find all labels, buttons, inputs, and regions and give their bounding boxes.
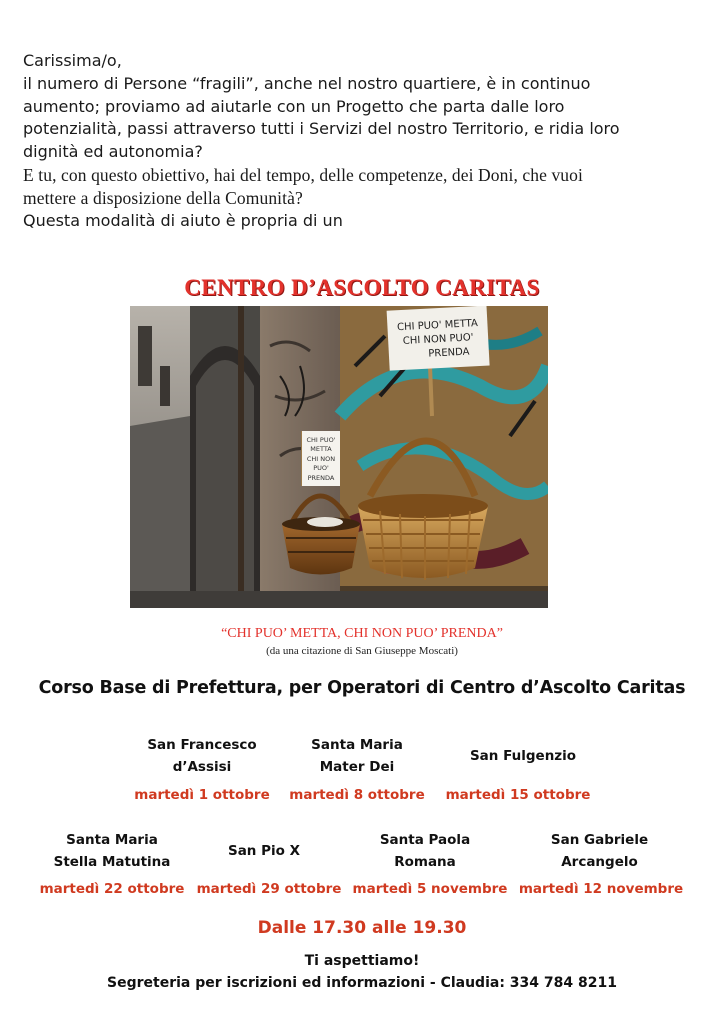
baskets-photo — [130, 306, 548, 608]
center-title: CENTRO D’ASCOLTO CARITAS — [184, 275, 540, 300]
session-date: martedì 5 novembre — [352, 881, 508, 897]
intro-line: dignità ed autonomia? — [23, 142, 203, 162]
sign-text: CHI NON PUO' — [402, 332, 474, 347]
intro-line: Questa modalità di aiuto è propria di un — [23, 210, 343, 230]
sign-text: PUO' — [313, 464, 329, 472]
intro-line: aumento; proviamo ad aiutarle con un Progetto che parta dalle loro — [23, 96, 565, 116]
quote-source: (da una citazione di San Giuseppe Moscati) — [266, 645, 458, 657]
session-date: martedì 1 ottobre — [134, 787, 270, 803]
session-date: martedì 22 ottobre — [39, 881, 185, 897]
motto-quote: “CHI PUO’ METTA, CHI NON PUO’ PRENDA” — [221, 626, 503, 641]
sign-text: PRENDA — [307, 474, 335, 482]
intro-letter — [23, 50, 713, 232]
sign-text: CHI PUO' METTA — [396, 318, 479, 334]
parish-name: Santa Maria Stella Matutina — [53, 832, 171, 870]
course-title: Corso Base di Prefettura, per Operatori di Centro d’Ascolto Caritas — [38, 678, 686, 698]
intro-line: Carissima/o, — [23, 51, 122, 70]
session-date: martedì 29 ottobre — [196, 881, 342, 897]
parish-name: Santa Paola Romana — [379, 832, 471, 870]
parish-name: San Francesco d’Assisi — [147, 737, 257, 775]
parish-name: San Fulgenzio — [469, 748, 577, 764]
sign-text: PRENDA — [428, 346, 470, 360]
secretary-contact: Segreteria per iscrizioni ed informazioni - Claudia: 334 784 8211 — [107, 975, 617, 991]
session-date: martedì 8 ottobre — [289, 787, 425, 803]
sign-text: CHI PUO' — [306, 436, 336, 444]
session-date: martedì 15 ottobre — [445, 787, 591, 803]
sign-text: METTA — [310, 445, 332, 453]
parish-name: San Gabriele Arcangelo — [550, 832, 649, 870]
intro-line: mettere a disposizione della Comunità? — [23, 187, 303, 208]
session-hours: Dalle 17.30 alle 19.30 — [257, 918, 467, 938]
parish-name: San Pio X — [227, 843, 301, 859]
session-date: martedì 12 novembre — [518, 881, 684, 897]
parish-name: Santa Maria Mater Dei — [311, 737, 403, 775]
intro-line: E tu, con questo obiettivo, hai del tempo, delle competenze, dei Doni, che vuoi — [23, 164, 583, 185]
intro-line: potenzialità, passi attraverso tutti i Servizi del nostro Territorio, e ridia loro — [23, 119, 620, 139]
sign-text: CHI NON — [306, 455, 336, 463]
closing-line: Ti aspettiamo! — [304, 953, 420, 969]
intro-line: il numero di Persone “fragili”, anche nel nostro quartiere, è in continuo — [23, 73, 591, 93]
